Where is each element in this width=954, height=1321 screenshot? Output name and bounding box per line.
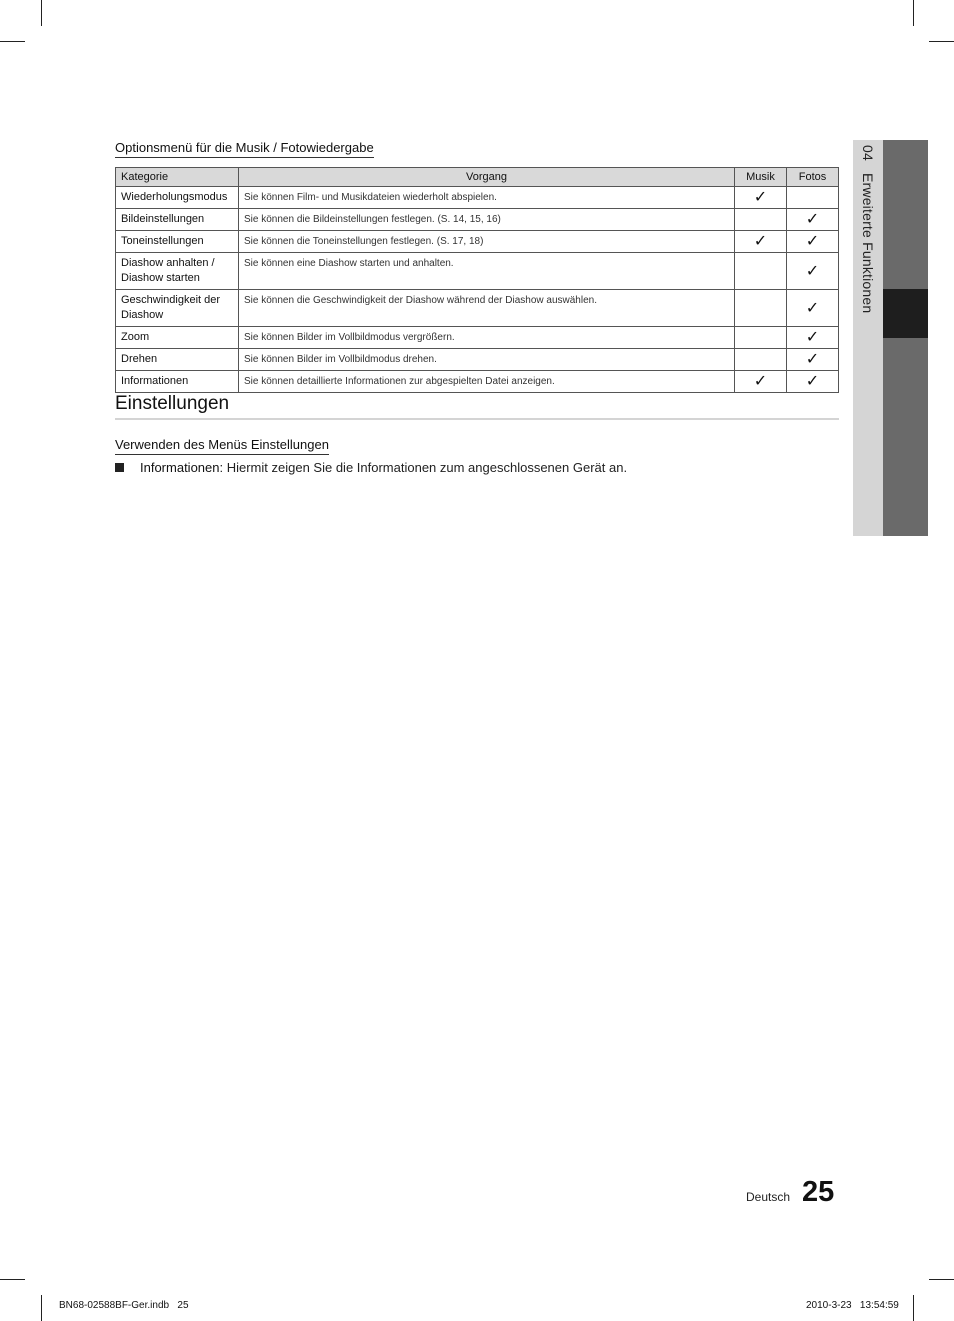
row-category: Zoom [116, 327, 239, 349]
crop-mark [929, 41, 954, 42]
table-row [116, 187, 839, 209]
print-footer-file: BN68-02588BF-Ger.indb 25 [59, 1300, 189, 1311]
row-action: Sie können Film- und Musikdateien wiederholt abspielen. [239, 187, 735, 209]
crop-mark [0, 1279, 25, 1280]
music-check [735, 349, 787, 371]
chapter-tab-marker [883, 289, 928, 338]
row-category: Drehen [116, 349, 239, 371]
row-action: Sie können die Toneinstellungen festlegen. (S. 17, 18) [239, 231, 735, 253]
header-photos: Fotos [787, 168, 839, 187]
table-section-heading: Optionsmenü für die Musik / Fotowiedergabe [115, 140, 374, 158]
table-row [116, 209, 839, 231]
photos-check: ✓ [787, 253, 839, 290]
row-category: Geschwindigkeit der Diashow [116, 290, 239, 327]
row-category: Wiederholungsmodus [116, 187, 239, 209]
chapter-number: 04 [860, 145, 876, 161]
crop-mark [913, 1295, 914, 1321]
photos-check: ✓ [787, 231, 839, 253]
photos-check: ✓ [787, 290, 839, 327]
bullet-term: Informationen [140, 460, 220, 475]
row-action: Sie können die Bildeinstellungen festlegen. (S. 14, 15, 16) [239, 209, 735, 231]
table-row [116, 231, 839, 253]
music-check [735, 209, 787, 231]
row-action: Sie können detaillierte Informationen zur abgespielten Datei anzeigen. [239, 371, 735, 393]
table-header-row [116, 168, 839, 187]
crop-mark [41, 1295, 42, 1321]
row-category: Toneinstellungen [116, 231, 239, 253]
photos-check: ✓ [787, 371, 839, 393]
header-music: Musik [735, 168, 787, 187]
music-check [735, 290, 787, 327]
crop-mark [929, 1279, 954, 1280]
row-action: Sie können Bilder im Vollbildmodus drehen. [239, 349, 735, 371]
settings-title: Einstellungen [115, 393, 839, 420]
table-row [116, 253, 839, 290]
print-footer-datetime: 2010-3-23 13:54:59 [806, 1300, 899, 1311]
bullet-item [115, 460, 627, 475]
header-action: Vorgang [239, 168, 735, 187]
music-check [735, 253, 787, 290]
table-row [116, 371, 839, 393]
row-category: Diashow anhalten / Diashow starten [116, 253, 239, 290]
music-check: ✓ [735, 371, 787, 393]
row-action: Sie können die Geschwindigkeit der Diashow während der Diashow auswählen. [239, 290, 735, 327]
crop-mark [913, 0, 914, 26]
row-action: Sie können eine Diashow starten und anhalten. [239, 253, 735, 290]
chapter-label [860, 145, 876, 313]
options-table [115, 167, 839, 393]
table-row [116, 327, 839, 349]
photos-check [787, 187, 839, 209]
row-category: Bildeinstellungen [116, 209, 239, 231]
crop-mark [41, 0, 42, 26]
table-row [116, 349, 839, 371]
bullet-text: : Hiermit zeigen Sie die Informationen zum angeschlossenen Gerät an. [219, 460, 628, 475]
table-row [116, 290, 839, 327]
chapter-title: Erweiterte Funktionen [860, 172, 876, 314]
row-action: Sie können Bilder im Vollbildmodus vergrößern. [239, 327, 735, 349]
photos-check: ✓ [787, 209, 839, 231]
square-bullet-icon [115, 463, 124, 472]
page-number: 25 [802, 1176, 835, 1208]
row-category: Informationen [116, 371, 239, 393]
photos-check: ✓ [787, 327, 839, 349]
music-check: ✓ [735, 187, 787, 209]
chapter-tab-dark [883, 140, 928, 536]
music-check: ✓ [735, 231, 787, 253]
page-language: Deutsch [746, 1190, 791, 1204]
music-check [735, 327, 787, 349]
header-category: Kategorie [116, 168, 239, 187]
photos-check: ✓ [787, 349, 839, 371]
crop-mark [0, 41, 25, 42]
settings-subheading: Verwenden des Menüs Einstellungen [115, 437, 329, 455]
